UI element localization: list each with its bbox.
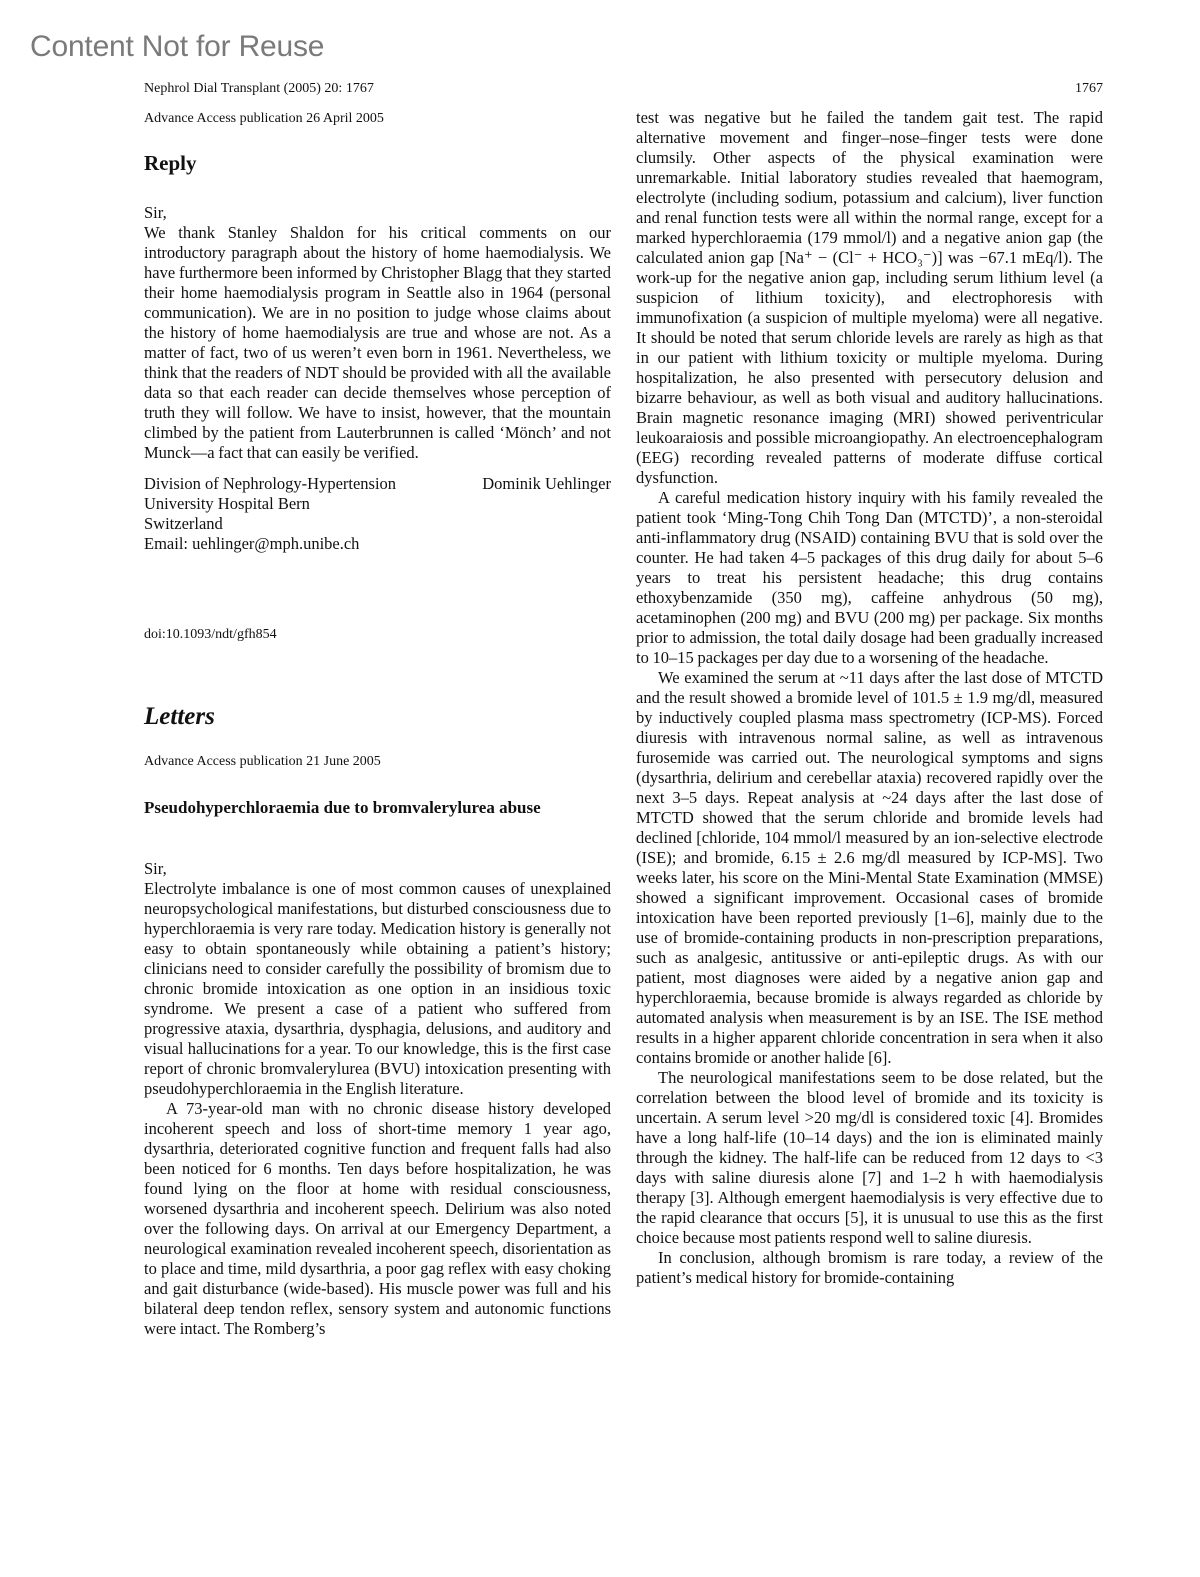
letter-paragraph-3: test was negative but he failed the tandem gait test. The rapid alternative movement and finger–nose–finger tests were done clumsily. Other aspects of the physical examination were unremarkable. Initial laboratory studies revealed that haemogram, electrolyte (including sodium, potassium and calcium), liver function and renal function tests were all within the normal range, except for a marked hyperchloraemia (179 mmol/l) and a negative anion gap (the calculated anion gap [Na⁺ − (Cl⁻ + HCO₃⁻)] was −67.1 mEq/l). The work-up for the negative anion gap, including serum lithium level (a suspicion of lithium toxicity), and electrophoresis with immunofixation (a suspicion of multiple myeloma) were all negative. It should be noted that serum chloride levels are rarely as high as that in our patient with lithium toxicity or multiple myeloma. During hospitalization, he also presented with persecutory delusion and bizarre behaviour, as well as both visual and auditory hallucinations. Brain magnetic resonance imaging (MRI) showed periventricular leukoaraiosis and possible microangiopathy. An electroencephalogram (EEG) recording revealed patterns of moderate diffuse cortical dysfunction.	[636, 108, 1103, 487]
watermark: Content Not for Reuse	[30, 30, 325, 63]
affiliation-hospital: University Hospital Bern	[144, 494, 310, 513]
letter-paragraph-5: We examined the serum at ~11 days after the last dose of MTCTD and the result showed a bromide level of 101.5 ± 1.9 mg/dl, measured by inductively coupled plasma mass spectrometry (ICP-MS). Forced diuresis with intravenous normal saline, as well as intravenous furosemide was carried out. The neurological symptoms and signs (dysarthria, delirium and cerebellar ataxia) recovered rapidly over the next 3–5 days. Repeat analysis at ~24 days after the last dose of MTCTD showed that the serum chloride and bromide levels had declined [chloride, 104 mmol/l measured by an ion-selective electrode (ISE); and bromide, 6.15 ± 2.6 mg/dl measured by ICP-MS]. Two weeks later, his score on the Mini-Mental State Examination (MMSE) showed a significant improvement. Occasional cases of bromide intoxication have been reported previously [1–6], mainly due to the use of bromide-containing products in non-prescription preparations, such as analgesic, antitussive or anti-epileptic drugs. As with our patient, most diagnoses were aided by a negative anion gap and hyperchloraemia, because bromide is always regarded as chloride by automated analysis when measurement is by an ISE. The ISE method results in a higher apparent chloride concentration in sera when it also contains bromide or another halide [6].	[636, 668, 1103, 1067]
affiliation-email: Email: uehlinger@mph.unibe.ch	[144, 534, 360, 553]
letter-salutation: Sir,	[144, 859, 167, 878]
article-title: Pseudohyperchloraemia due to bromvalerylurea abuse	[144, 798, 541, 817]
right-column	[636, 108, 1103, 1288]
letter-paragraph-2: A 73-year-old man with no chronic disease history developed incoherent speech and loss of short-time memory 1 year ago, dysarthria, deteriorated cognitive function and frequent falls had also been noticed for 6 months. Ten days before hospitalization, he was found lying on the floor at home with residual consciousness, worsened dysarthria and incoherent speech. Delirium was also noted over the following days. On arrival at our Emergency Department, a neurological examination revealed incoherent speech, disorientation as to place and time, mild dysarthria, a poor gag reflex with easy choking and gait disturbance (wide-based). His muscle power was full and his bilateral deep tendon reflex, sensory system and autonomic functions were intact. The Romberg’s	[144, 1099, 611, 1338]
letter-paragraph-1: Electrolyte imbalance is one of most common causes of unexplained neuropsychological manifestations, but disturbed consciousness due to hyperchloraemia is very rare today. Medication history is generally not easy to obtain spontaneously while obtaining a patient’s history; clinicians need to consider carefully the possibility of bromism due to chronic bromide intoxication as one option in an insidious toxic syndrome. We present a case of a patient who suffered from progressive ataxia, dysarthria, dysphagia, delusions, and auditory and visual hallucinations for a year. To our knowledge, this is the first case report of chronic bromvalerylurea (BVU) intoxication presenting with pseudohyperchloraemia in the English literature.	[144, 879, 611, 1098]
page-number: 1767	[1075, 81, 1103, 96]
reply-body: We thank Stanley Shaldon for his critical comments on our introductory paragraph about the history of home haemodialysis. We have furthermore been informed by Christopher Blagg that they started their home haemodialysis program in Seattle also in 1964 (personal communication). We are in no position to judge whose claims about the history of home haemodialysis are true and whose are not. As a matter of fact, two of us weren’t even born in 1961. Nevertheless, we think that the readers of NDT should be provided with all the available data so that each reader can decide themselves whose perception of truth they will follow. We have to insist, however, that the mountain climbed by the patient from Lauterbrunnen is called ‘Mönch’ and not Munck—a fact that can easily be verified.	[144, 223, 611, 462]
journal-reference: Nephrol Dial Transplant (2005) 20: 1767	[144, 81, 374, 96]
affiliation-department: Division of Nephrology-Hypertension	[144, 474, 397, 493]
letter-paragraph-4: A careful medication history inquiry with his family revealed the patient took ‘Ming-Tong Chih Tong Dan (MTCTD)’, a non-steroidal anti-inflammatory drug (NSAID) containing BVU that is sold over the counter. He had taken 4–5 packages of this drug daily for about 5–6 years to treat his persistent headache; this drug contains ethoxybenzamide (350 mg), caffeine anhydrous (50 mg), acetaminophen (200 mg) and BVU (200 mg) per package. Six months prior to admission, the total daily dosage had been gradually increased to 10–15 packages per day due to a worsening of the headache.	[636, 488, 1103, 667]
reply-access-note: Advance Access publication 26 April 2005	[144, 111, 384, 126]
left-column	[144, 110, 611, 1339]
letter-paragraph-7: In conclusion, although bromism is rare today, a review of the patient’s medical history for bromide-containing	[636, 1248, 1103, 1287]
section-heading-letters: Letters	[144, 703, 215, 730]
reply-salutation: Sir,	[144, 203, 167, 222]
letter-access-note: Advance Access publication 21 June 2005	[144, 754, 381, 769]
letter-paragraph-6: The neurological manifestations seem to be dose related, but the correlation between the blood level of bromide and its toxicity is uncertain. A serum level >20 mg/dl is considered toxic [4]. Bromides have a long half-life (10–14 days) and the ion is eliminated mainly through the kidney. The half-life can be reduced from 12 days to <3 days with saline diuresis alone [7] and 1–2 h with haemodialysis therapy [3]. Although emergent haemodialysis is very effective due to the rapid clearance that occurs [5], it is unusual to use this as the first choice because most patients respond well to saline diuresis.	[636, 1068, 1103, 1247]
author-name: Dominik Uehlinger	[482, 474, 611, 493]
affiliation-country: Switzerland	[144, 514, 223, 533]
doi: doi:10.1093/ndt/gfh854	[144, 627, 277, 642]
reply-signature	[144, 474, 611, 554]
reply-heading: Reply	[144, 151, 197, 175]
